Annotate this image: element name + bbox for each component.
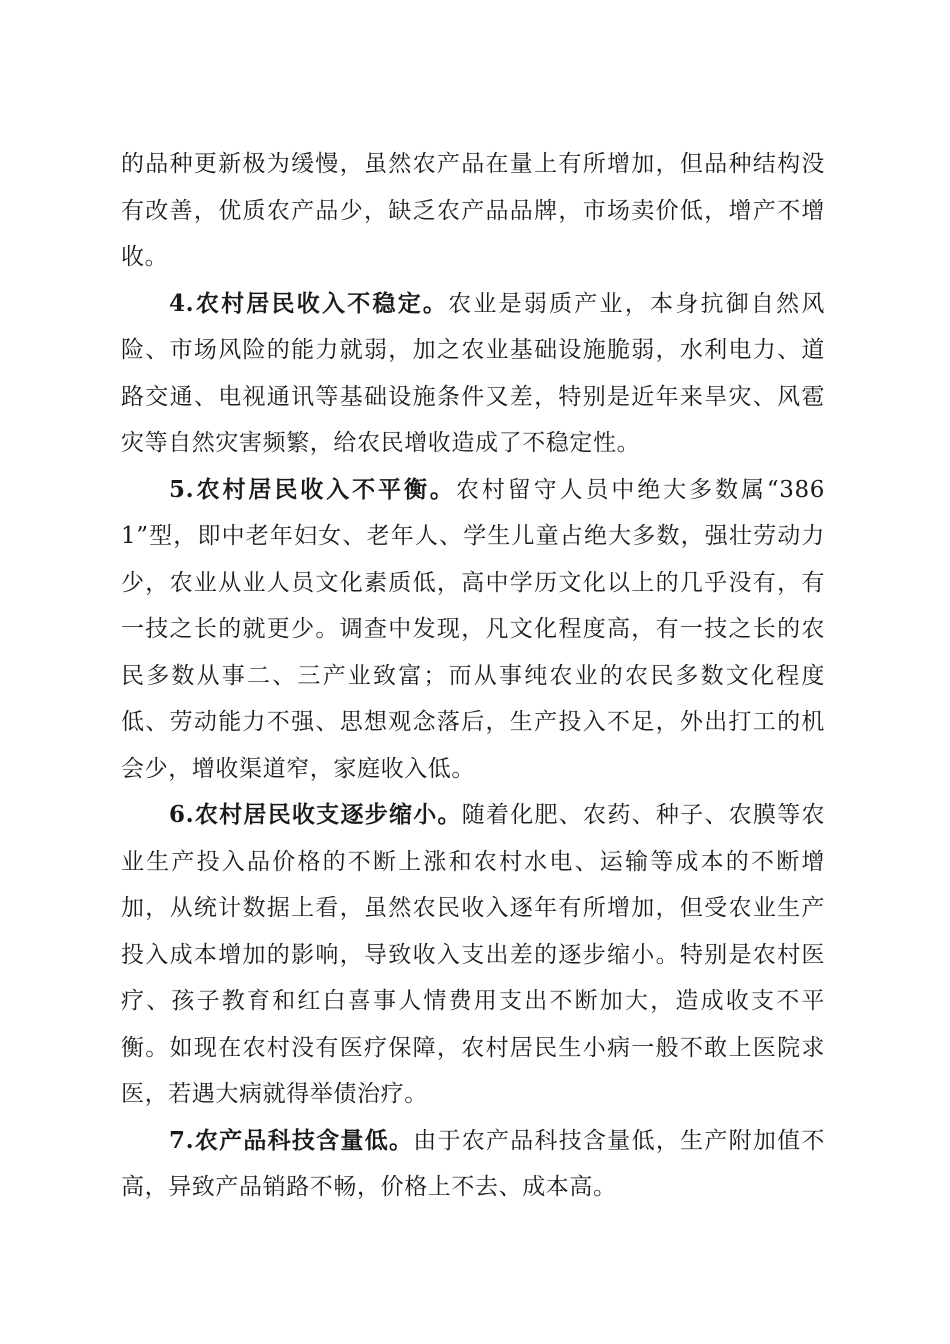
- paragraph-continued: [121, 141, 825, 281]
- paragraph-text: 的品种更新极为缓慢，虽然农产品在量上有所增加，但品种结构没有改善，优质农产品少，缺乏农产品品牌，市场卖价低，增产不增收。: [121, 151, 825, 270]
- paragraph-heading: 7.农产品科技含量低。: [169, 1126, 414, 1154]
- paragraph-text: 随着化肥、农药、种子、农膜等农业生产投入品价格的不断上涨和农村水电、运输等成本的不断增加，从统计数据上看，虽然农民收入逐年有所增加，但受农业生产投入成本增加的影响，导致收入支出差的逐步缩小。特别是农村医疗、孩子教育和红白喜事人情费用支出不断加大，造成收支不平衡。如现在农村没有医疗保障，农村居民生小病一般不敢上医院求医，若遇大病就得举债治疗。: [121, 802, 826, 1107]
- paragraph-item-4: [121, 281, 825, 467]
- paragraph-heading: 4.农村居民收入不稳定。: [169, 289, 449, 317]
- paragraph-text: 农业是弱质产业，本身抗御自然风险、市场风险的能力就弱，加之农业基础设施脆弱，水利电力、道路交通、电视通讯等基础设施条件又差，特别是近年来旱灾、风雹灾等自然灾害频繁，给农民增收造成了不稳定性。: [121, 290, 825, 456]
- paragraph-item-5: [121, 467, 825, 793]
- paragraph-heading: 6.农村居民收支逐步缩小。: [169, 801, 462, 828]
- paragraph-item-6: [121, 792, 825, 1118]
- paragraph-item-7: [121, 1118, 825, 1211]
- paragraph-heading: 5.农村居民收入不平衡。: [169, 475, 456, 503]
- paragraph-text: 由于农产品科技含量低，生产附加值不高，异致产品销路不畅，价格上不去、成本高。: [121, 1127, 825, 1200]
- paragraph-text: 农村留守人员中绝大多数属“3861”型，即中老年妇女、老年人、学生儿童占绝大多数，强壮劳动力少，农业从业人员文化素质低，高中学历文化以上的几乎没有，有一技之长的就更少。调查中发现，凡文化程度高，有一技之长的农民多数从事二、三产业致富；而从事纯农业的农民多数文化程度低、劳动能力不强、思想观念落后，生产投入不足，外出打工的机会少，增收渠道窄，家庭收入低。: [121, 476, 825, 782]
- document-body: [121, 141, 825, 1211]
